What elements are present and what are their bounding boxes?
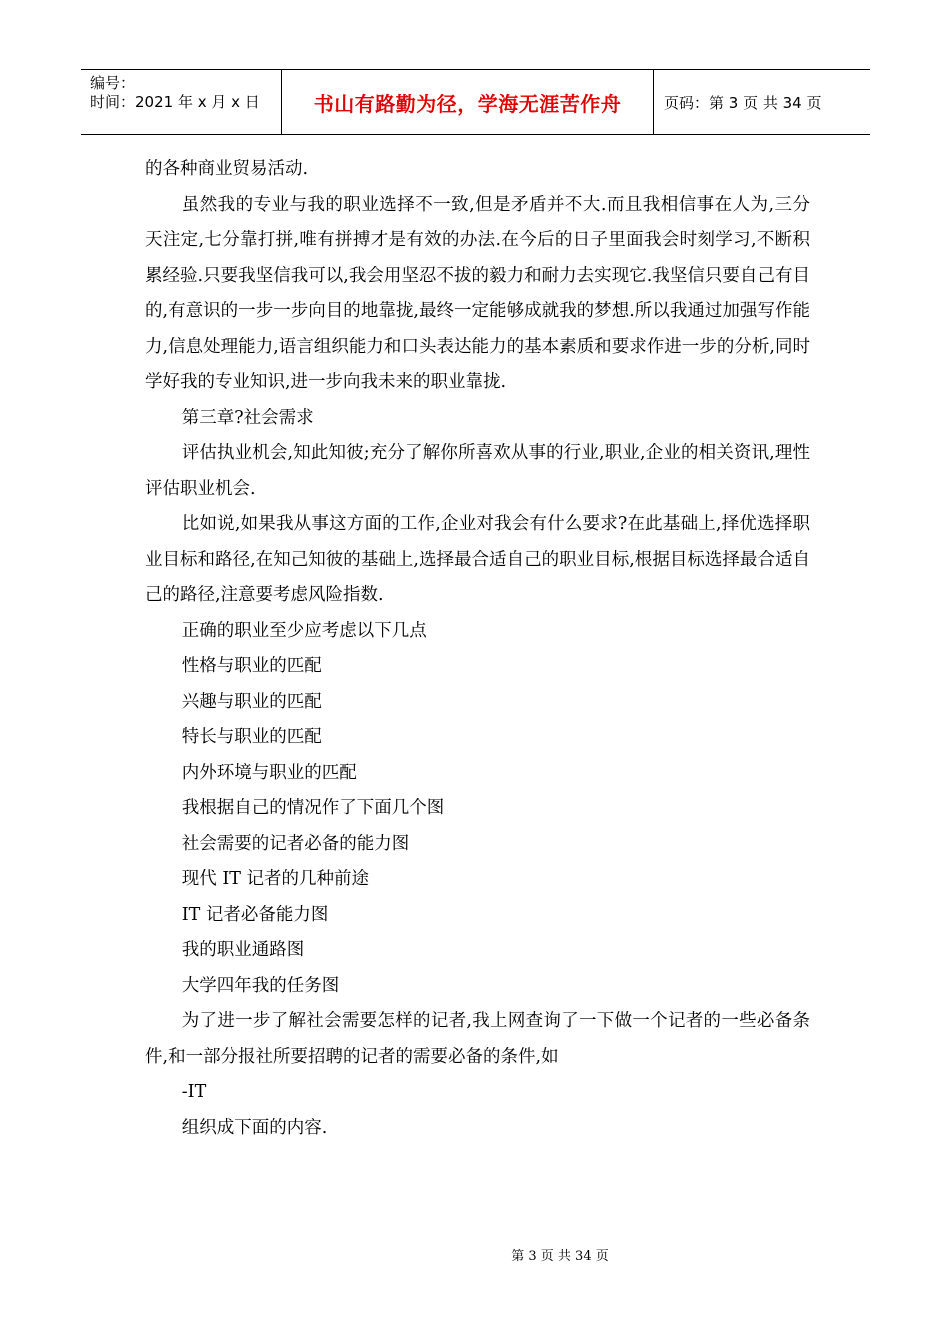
paragraph: 虽然我的专业与我的职业选择不一致,但是矛盾并不大.而且我相信事在人为,三分天注定,七分靠打拼,唯有拼搏才是有效的办法.在今后的日子里面我会时刻学习,不断积累经验.只要我坚信我可以,我会用坚忍不拔的毅力和耐力去实现它.我坚信只要自己有目的,有意识的一步一步向目的地靠拢,最终一定能够成就我的梦想.所以我通过加强写作能力,信息处理能力,语言组织能力和口头表达能力的基本素质和要求作进一步的分析,同时学好我的专业知识,进一步向我未来的职业靠拢. bbox=[145, 194, 810, 392]
header-meta-cell bbox=[81, 70, 282, 134]
header-motto-cell bbox=[282, 70, 654, 134]
list-item: 现代 IT 记者的几种前途 bbox=[181, 869, 369, 889]
page-info: 页码：第 3 页 共 34 页 bbox=[664, 93, 822, 112]
list-item: 性格与职业的匹配 bbox=[181, 656, 322, 676]
paragraph: 我根据自己的情况作了下面几个图 bbox=[181, 798, 445, 818]
page-header bbox=[81, 69, 870, 135]
list-item: 兴趣与职业的匹配 bbox=[181, 691, 322, 712]
number-label: 编号： bbox=[90, 74, 136, 92]
motto-text: 书山有路勤为径，学海无涯苦作舟 bbox=[313, 91, 622, 116]
list-item: IT 记者必备能力图 bbox=[181, 904, 329, 925]
paragraph: 正确的职业至少应考虑以下几点 bbox=[181, 620, 427, 641]
list-item: 我的职业通路图 bbox=[181, 940, 305, 960]
list-item: 内外环境与职业的匹配 bbox=[181, 762, 357, 783]
paragraph: 组织成下面的内容. bbox=[181, 1117, 328, 1138]
paragraph: -IT bbox=[181, 1082, 207, 1102]
date-label: 时间：2021 年 x 月 x 日 bbox=[90, 93, 260, 111]
paragraph: 比如说,如果我从事这方面的工作,企业对我会有什么要求?在此基础上,择优选择职业目标和路径,在知己知彼的基础上,选择最合适自己的职业目标,根据目标选择最合适自己的路径,注意要考虑风险指数. bbox=[145, 514, 810, 605]
paragraph: 评估执业机会,知此知彼;充分了解你所喜欢从事的行业,职业,企业的相关资讯,理性评估职业机会. bbox=[145, 443, 810, 499]
document-body bbox=[145, 152, 810, 1146]
header-page-cell bbox=[654, 70, 870, 134]
list-item: 大学四年我的任务图 bbox=[181, 975, 340, 996]
list-item: 社会需要的记者必备的能力图 bbox=[181, 833, 410, 854]
page-footer: 第 3 页 共 34 页 bbox=[511, 1249, 609, 1264]
paragraph: 为了进一步了解社会需要怎样的记者,我上网查询了一下做一个记者的一些必备条件,和一部分报社所要招聘的记者的需要必备的条件,如 bbox=[145, 1011, 810, 1067]
section-heading: 第三章?社会需求 bbox=[181, 407, 314, 428]
list-item: 特长与职业的匹配 bbox=[181, 727, 322, 747]
paragraph: 的各种商业贸易活动. bbox=[145, 159, 309, 179]
